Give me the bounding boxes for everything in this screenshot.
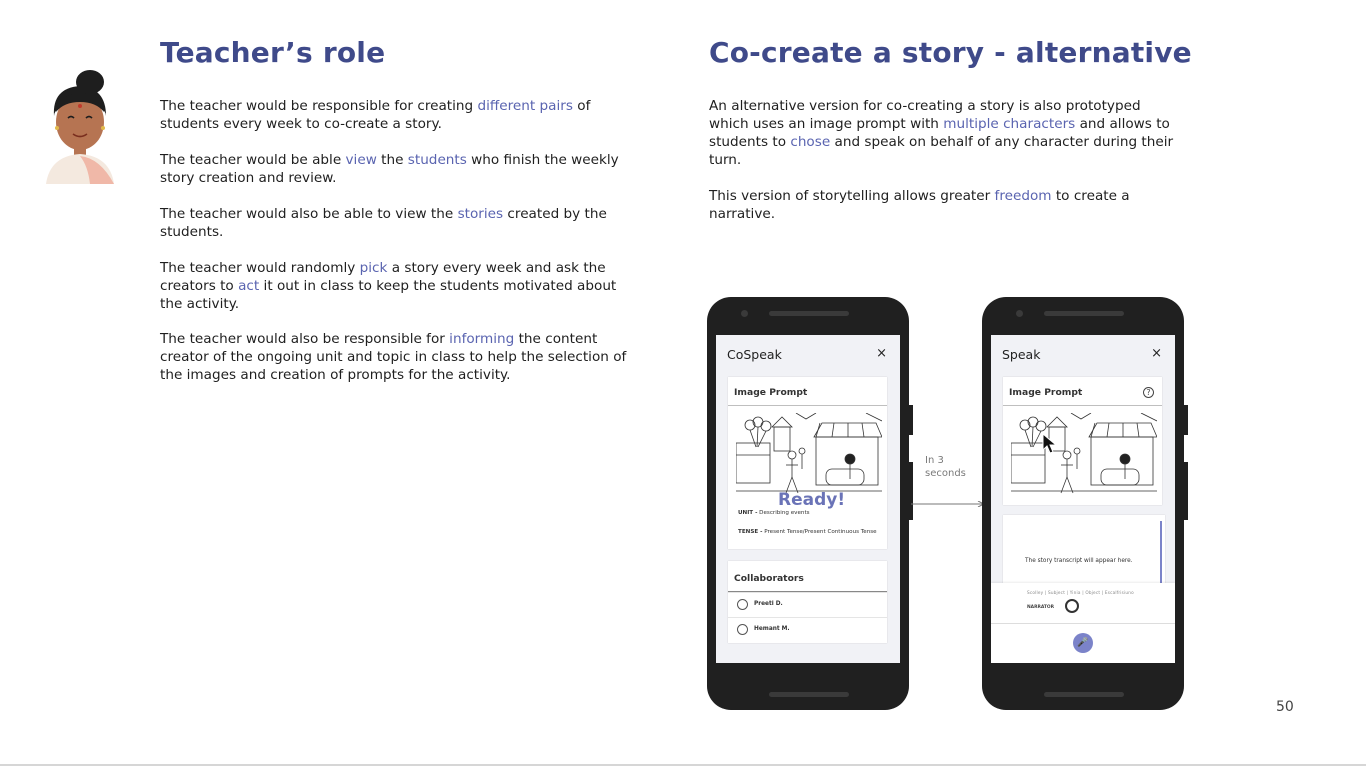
speak-header <box>991 335 1175 373</box>
phone-side-button <box>1184 405 1188 435</box>
help-icon[interactable]: ? <box>1143 387 1154 398</box>
user-avatar-icon <box>737 624 748 635</box>
phone-bottom-bar <box>1044 692 1124 697</box>
right-arrow-icon <box>911 501 985 507</box>
speaker-controls <box>991 583 1175 663</box>
unit-info: UNIT - Describing events <box>738 510 810 516</box>
user-avatar-icon <box>737 599 748 610</box>
transcript-scrollbar[interactable] <box>1160 521 1162 583</box>
image-prompt-card <box>728 377 887 549</box>
image-prompt-card <box>1003 377 1162 505</box>
roles-list: Scolley | Subject | Yinia | Object | Escalfrisiuno <box>1027 590 1134 595</box>
phone-bottom-bar <box>769 692 849 697</box>
collaborator-row[interactable] <box>728 592 887 616</box>
phone-mockup-cospeak <box>707 297 909 710</box>
speak-app-title: Speak <box>1002 347 1041 362</box>
image-prompt-label: Image Prompt <box>1009 387 1083 398</box>
ready-overlay-text: Ready! <box>778 490 846 510</box>
mouse-cursor-icon <box>1042 433 1058 455</box>
close-icon[interactable]: × <box>1151 346 1162 361</box>
teacher-role-paragraph-3: The teacher would also be able to view the stories created by the students. <box>160 206 607 240</box>
phone-speaker <box>769 311 849 316</box>
transcript-placeholder: The story transcript will appear here. <box>1025 558 1133 564</box>
controls-divider <box>991 623 1175 624</box>
phone-side-button <box>909 462 913 520</box>
teacher-role-paragraph-1: The teacher would be responsible for creating different pairs of students every week to co-create a story. <box>160 98 591 132</box>
phone-mockup-speak <box>982 297 1184 710</box>
arrow-caption: In 3 seconds <box>925 455 966 479</box>
teacher-avatar-illustration <box>40 66 120 186</box>
cospeak-screen <box>716 335 900 663</box>
speak-screen <box>991 335 1175 663</box>
teacher-role-paragraph-5: The teacher would also be responsible for informing the content creator of the ongoing unit and topic in class to help the selection of the images and creation of prompts for the activity. <box>160 331 627 383</box>
collaborator-name: Preeti D. <box>754 601 783 607</box>
teacher-role-paragraph-2: The teacher would be able view the students who finish the weekly story creation and review. <box>160 152 619 186</box>
cospeak-header <box>716 335 900 373</box>
phone-camera <box>741 310 748 317</box>
card-divider <box>728 405 887 406</box>
market-scene-illustration <box>1011 413 1157 497</box>
collaborators-card <box>728 561 887 643</box>
microphone-button[interactable]: 🎤 <box>1073 633 1093 653</box>
teacher-role-paragraph-4: The teacher would randomly pick a story every week and ask the creators to act it out in class to keep the students motivated about the activity. <box>160 260 617 312</box>
phone-side-button <box>909 405 913 435</box>
narrator-label: NARRATOR <box>1027 605 1054 610</box>
cospeak-app-title: CoSpeak <box>727 347 782 362</box>
phone-camera <box>1016 310 1023 317</box>
card-divider <box>1003 405 1162 406</box>
close-icon[interactable]: × <box>876 346 887 361</box>
page-number: 50 <box>1276 699 1294 715</box>
co-create-title: Co-create a story - alternative <box>709 36 1192 69</box>
collaborator-row[interactable] <box>728 617 887 641</box>
character-avatar-icon[interactable] <box>1109 599 1123 613</box>
image-prompt-label: Image Prompt <box>734 387 808 398</box>
tense-info: TENSE - Present Tense/Present Continuous Tense <box>738 529 877 535</box>
market-scene-illustration <box>736 413 882 497</box>
collaborator-name: Hemant M. <box>754 626 790 632</box>
teacher-role-title: Teacher’s role <box>160 36 386 69</box>
collaborators-label: Collaborators <box>734 573 804 584</box>
co-create-paragraph-2: This version of storytelling allows greater freedom to create a narrative. <box>709 188 1130 222</box>
co-create-paragraph-1: An alternative version for co-creating a story is also prototyped which uses an image prompt with multiple characters and allows to students to chose and speak on behalf of any character during their turn. <box>709 98 1174 168</box>
phone-speaker <box>1044 311 1124 316</box>
phone-side-button <box>1184 462 1188 520</box>
character-avatar-icon[interactable] <box>1065 599 1079 613</box>
character-avatar-icon[interactable] <box>1087 599 1101 613</box>
